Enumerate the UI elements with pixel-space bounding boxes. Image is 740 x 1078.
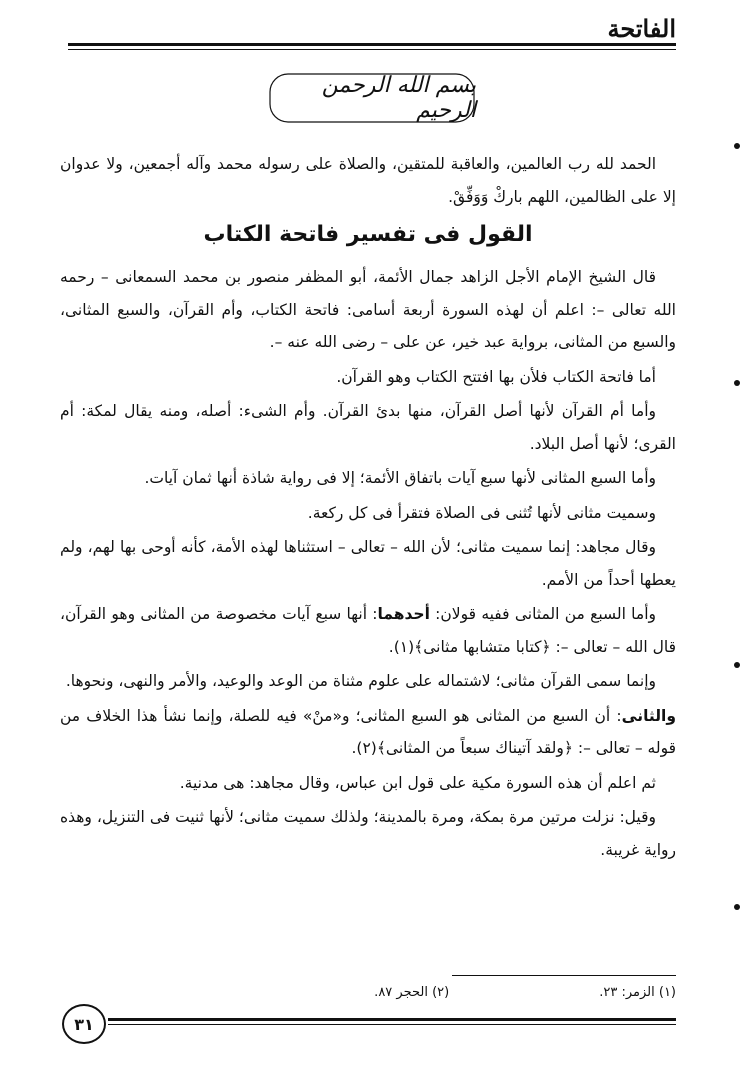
page-body <box>60 148 676 868</box>
paragraph-umm-quran: وأما أم القرآن لأنها أصل القرآن، منها بدئ القرآن. وأم الشىء: أصله، ومنه يقال لمكة: أم القرى؛ لأنها أصل البلاد. <box>60 402 676 453</box>
basmala: بسم الله الرحمن الرحيم <box>321 73 476 123</box>
margin-dot <box>734 904 740 910</box>
paragraph-mujahid: وقال مجاهد: إنما سميت مثانى؛ لأن الله – تعالى – استثناها لهذه الأمة، كأنه أوحى بها لهم، ولم يعطها أحداً من الأمم. <box>60 538 676 589</box>
footnote-1: (١) الزمر: ٢٣. <box>599 985 676 1000</box>
paragraph-second-view-text: : أن السبع من المثانى هو السبع المثانى؛ و«منْ» فيه للصلة، وإنما نشأ هذا الخلاف من قوله – تعالى –: ﴿ولقد آتيناك سبعاً من المثانى﴾(٢). <box>60 706 676 757</box>
opening-paragraph: الحمد لله رب العالمين، والعاقبة للمتقين، والصلاة على رسوله محمد وآله أجمعين، ولا عدوان إلا على الظالمين، اللهم باركْ وَوَفِّقْ. <box>60 155 676 206</box>
footnote-2: (٢) الحجر ٨٧. <box>374 985 450 1000</box>
header-rule <box>68 43 676 46</box>
footnote-rule <box>452 975 676 976</box>
second-view-label: والثانى <box>621 706 676 725</box>
paragraph-two-views-post: : أنها سبع آيات مخصوصة من المثانى وهو القرآن، قال الله – تعالى –: ﴿كتابا متشابها مثانى﴾(١). <box>60 605 676 656</box>
margin-dot <box>734 662 740 668</box>
paragraph-revealed-twice: وقيل: نزلت مرتين مرة بمكة، ومرة بالمدينة؛ ولذلك سميت مثانى؛ لأنها ثنيت فى التنزيل، وهذه رواية غريبة. <box>60 808 676 859</box>
paragraph-names: قال الشيخ الإمام الأجل الزاهد جمال الأئمة، أبو المظفر منصور بن محمد السمعانى – رحمه الله تعالى –: اعلم أن لهذه السورة أربعة أسامى: فاتحة الكتاب، وأم القرآن، والسبع المثانى، والسبع من المثانى، برواية عبد خير، عن على – رضى الله عنه –. <box>60 268 676 351</box>
basmala-ornament <box>268 72 476 124</box>
paragraph-fatiha: أما فاتحة الكتاب فلأن بها افتتح الكتاب وهو القرآن. <box>336 367 656 386</box>
paragraph-mathani-reason: وإنما سمى القرآن مثانى؛ لاشتماله على علوم مثناة من الوعد والوعيد، والأمر والنهى، ونحوها. <box>65 672 656 690</box>
first-view-label: أحدهما <box>377 605 430 623</box>
footnotes <box>140 985 676 1005</box>
paragraph-two-views <box>60 598 676 663</box>
page-number: ٣١ <box>62 1004 106 1044</box>
margin-dot <box>734 380 740 386</box>
paragraph-tuthna: وسميت مثانى لأنها تُثنى فى الصلاة فتقرأ فى كل ركعة. <box>307 503 656 522</box>
footer-rule <box>108 1018 676 1021</box>
paragraph-second-view <box>60 700 676 765</box>
running-header-surah-name: الفاتحة <box>607 14 676 43</box>
margin-dot <box>734 143 740 149</box>
paragraph-sab-mathani: وأما السبع المثانى لأنها سبع آيات باتفاق الأئمة؛ إلا فى رواية شاذة أنها ثمان آيات. <box>144 469 656 487</box>
paragraph-makki: ثم اعلم أن هذه السورة مكية على قول ابن عباس، وقال مجاهد: هى مدنية. <box>179 773 656 792</box>
paragraph-two-views-pre: وأما السبع من المثانى ففيه قولان: <box>429 605 656 623</box>
header-rule-thin <box>68 49 676 50</box>
footer-rule-thin <box>108 1024 676 1025</box>
section-heading: القول فى تفسير فاتحة الكتاب <box>203 222 533 247</box>
